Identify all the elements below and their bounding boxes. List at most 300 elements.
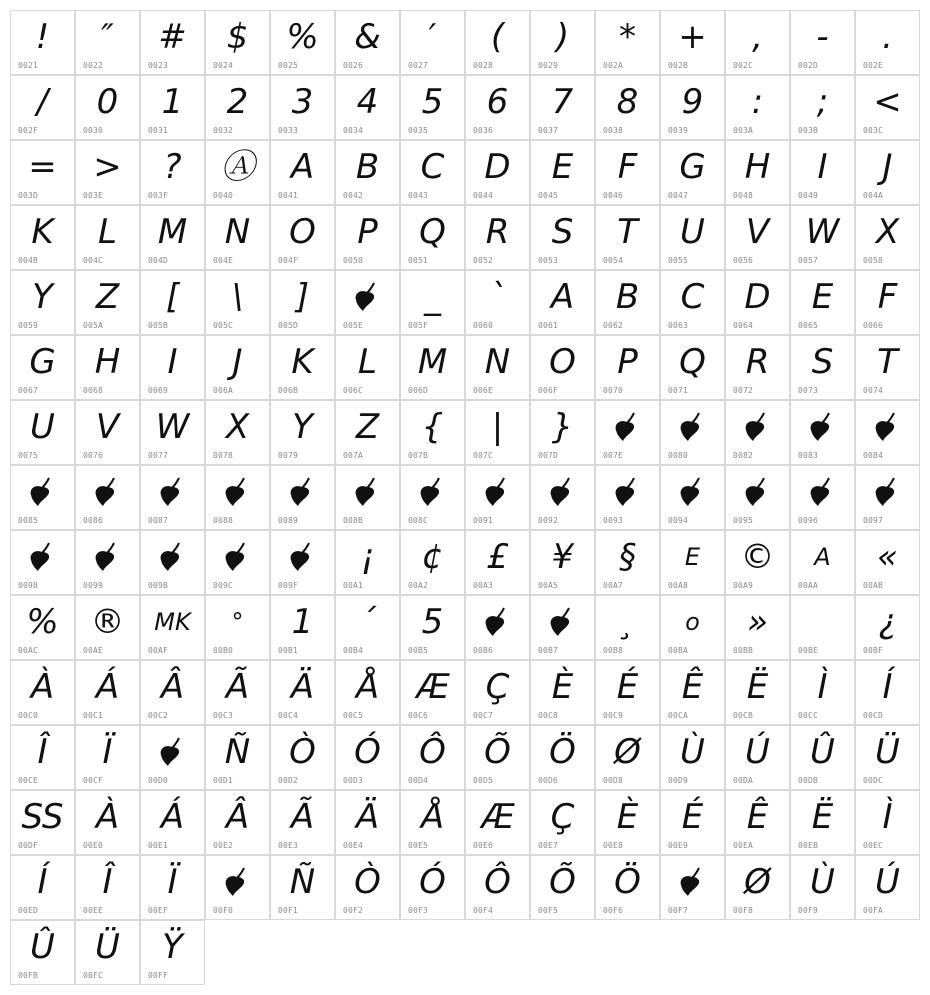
glyph-cell[interactable] — [530, 855, 595, 920]
glyph-cell[interactable] — [400, 75, 465, 140]
glyph-cell[interactable] — [465, 465, 530, 530]
glyph-cell[interactable] — [75, 205, 140, 270]
glyph-cell[interactable] — [335, 725, 400, 790]
glyph-cell[interactable] — [270, 270, 335, 335]
glyph-cell[interactable] — [660, 725, 725, 790]
glyph-cell[interactable] — [595, 140, 660, 205]
glyph-cell[interactable] — [790, 790, 855, 855]
glyph-char: Ñ — [289, 862, 316, 902]
glyph-cell[interactable] — [790, 140, 855, 205]
glyph-cell[interactable] — [10, 725, 75, 790]
glyph-cell[interactable] — [530, 75, 595, 140]
glyph-code: 00E7 — [538, 841, 559, 850]
glyph-code: 0060 — [473, 321, 494, 330]
glyph-cell[interactable] — [725, 400, 790, 465]
glyph-char: ` — [489, 277, 506, 317]
glyph-cell[interactable] — [465, 855, 530, 920]
glyph-cell[interactable] — [465, 660, 530, 725]
glyph-cell[interactable] — [140, 855, 205, 920]
glyph-char: 5 — [421, 602, 444, 642]
glyph-cell[interactable] — [725, 530, 790, 595]
glyph-cell[interactable] — [400, 725, 465, 790]
glyph-cell[interactable] — [205, 10, 270, 75]
glyph-char: Á — [160, 797, 185, 837]
glyph-cell[interactable] — [790, 205, 855, 270]
glyph-cell[interactable] — [530, 725, 595, 790]
glyph-cell[interactable] — [10, 855, 75, 920]
glyph-cell[interactable] — [855, 205, 920, 270]
glyph-char: £ — [486, 537, 509, 577]
glyph-char: V — [745, 212, 770, 252]
glyph-char: . — [882, 17, 893, 57]
glyph-cell[interactable] — [400, 530, 465, 595]
glyph-cell[interactable] — [790, 335, 855, 400]
glyph-cell[interactable] — [140, 140, 205, 205]
glyph-char: M — [417, 342, 448, 382]
glyph-cell[interactable] — [205, 530, 270, 595]
glyph-cell[interactable] — [205, 465, 270, 530]
glyph-code: 00E4 — [343, 841, 364, 850]
glyph-cell[interactable] — [205, 205, 270, 270]
glyph-cell[interactable] — [855, 400, 920, 465]
glyph-cell[interactable] — [790, 595, 855, 660]
glyph-cell[interactable] — [270, 530, 335, 595]
glyph-char: Ò — [354, 862, 381, 902]
glyph-char: Z — [95, 277, 120, 317]
glyph-cell[interactable] — [335, 140, 400, 205]
glyph-cell[interactable] — [725, 205, 790, 270]
glyph-char: Í — [37, 862, 48, 902]
glyph-cell[interactable] — [660, 595, 725, 660]
glyph-cell[interactable] — [465, 530, 530, 595]
leaf-ornament-icon — [350, 474, 384, 508]
glyph-cell[interactable] — [140, 660, 205, 725]
glyph-code: 006C — [343, 386, 364, 395]
glyph-cell[interactable] — [205, 725, 270, 790]
glyph-cell[interactable] — [660, 660, 725, 725]
glyph-cell[interactable] — [270, 10, 335, 75]
glyph-code: 007C — [473, 451, 494, 460]
glyph-cell[interactable] — [75, 75, 140, 140]
glyph-cell[interactable] — [660, 400, 725, 465]
glyph-cell[interactable] — [270, 400, 335, 465]
glyph-cell[interactable] — [530, 660, 595, 725]
glyph-char: J — [232, 342, 243, 382]
glyph-cell[interactable] — [400, 595, 465, 660]
glyph-char: X — [875, 212, 900, 252]
glyph-cell[interactable] — [205, 790, 270, 855]
glyph-cell[interactable] — [530, 530, 595, 595]
glyph-cell[interactable] — [205, 335, 270, 400]
glyph-cell[interactable] — [10, 10, 75, 75]
glyph-cell[interactable] — [10, 205, 75, 270]
leaf-ornament-icon — [870, 409, 904, 443]
glyph-cell[interactable] — [530, 595, 595, 660]
glyph-code: 004C — [83, 256, 104, 265]
glyph-cell[interactable] — [75, 335, 140, 400]
leaf-ornament-icon — [155, 474, 189, 508]
glyph-code: 0047 — [668, 191, 689, 200]
glyph-cell[interactable] — [465, 595, 530, 660]
glyph-cell[interactable] — [595, 595, 660, 660]
glyph-char: SS — [21, 797, 64, 837]
glyph-cell[interactable] — [205, 400, 270, 465]
glyph-code: 00DA — [733, 776, 754, 785]
glyph-char: & — [354, 17, 381, 57]
glyph-cell[interactable] — [10, 790, 75, 855]
glyph-cell[interactable] — [465, 140, 530, 205]
glyph-cell[interactable] — [270, 790, 335, 855]
leaf-ornament-icon — [350, 279, 384, 313]
glyph-cell[interactable] — [465, 75, 530, 140]
glyph-code: 00CD — [863, 711, 884, 720]
glyph-cell[interactable] — [790, 530, 855, 595]
glyph-code: 00C1 — [83, 711, 104, 720]
glyph-code: 00CE — [18, 776, 39, 785]
leaf-ornament-icon — [675, 474, 709, 508]
glyph-cell[interactable] — [660, 205, 725, 270]
glyph-cell[interactable] — [530, 335, 595, 400]
glyph-cell[interactable] — [335, 660, 400, 725]
glyph-cell[interactable] — [790, 725, 855, 790]
glyph-cell[interactable] — [855, 75, 920, 140]
glyph-char: » — [747, 602, 768, 642]
glyph-code: 00BE — [798, 646, 819, 655]
glyph-cell[interactable] — [660, 270, 725, 335]
glyph-cell[interactable] — [725, 660, 790, 725]
glyph-char: Ä — [290, 667, 315, 707]
glyph-cell[interactable] — [140, 270, 205, 335]
glyph-cell[interactable] — [530, 790, 595, 855]
glyph-cell[interactable] — [75, 660, 140, 725]
glyph-cell[interactable] — [270, 855, 335, 920]
glyph-code: 009F — [278, 581, 299, 590]
leaf-ornament-icon — [25, 539, 59, 573]
glyph-cell[interactable] — [400, 205, 465, 270]
glyph-cell[interactable] — [855, 465, 920, 530]
glyph-cell[interactable] — [400, 400, 465, 465]
glyph-cell[interactable] — [660, 75, 725, 140]
glyph-cell[interactable] — [660, 790, 725, 855]
glyph-cell[interactable] — [855, 335, 920, 400]
glyph-cell[interactable] — [270, 75, 335, 140]
glyph-cell[interactable] — [140, 530, 205, 595]
leaf-ornament-icon — [610, 409, 644, 443]
glyph-cell[interactable] — [270, 660, 335, 725]
glyph-cell[interactable] — [335, 855, 400, 920]
glyph-cell[interactable] — [10, 400, 75, 465]
glyph-cell[interactable] — [725, 140, 790, 205]
leaf-ornament-icon — [415, 474, 449, 508]
glyph-code: 0039 — [668, 126, 689, 135]
glyph-cell[interactable] — [75, 530, 140, 595]
glyph-code: 0086 — [83, 516, 104, 525]
glyph-char: Ô — [484, 862, 511, 902]
glyph-cell[interactable] — [790, 855, 855, 920]
glyph-cell[interactable] — [10, 530, 75, 595]
glyph-cell[interactable] — [530, 465, 595, 530]
glyph-cell[interactable] — [205, 75, 270, 140]
glyph-cell[interactable] — [595, 790, 660, 855]
glyph-cell[interactable] — [595, 335, 660, 400]
glyph-char: Ø — [744, 862, 771, 902]
glyph-cell[interactable] — [140, 725, 205, 790]
glyph-code: 004A — [863, 191, 884, 200]
glyph-char: _ — [424, 277, 441, 317]
glyph-char: ® — [90, 602, 125, 642]
glyph-char: 9 — [681, 82, 704, 122]
glyph-code: 00BA — [668, 646, 689, 655]
glyph-cell[interactable] — [75, 270, 140, 335]
glyph-char: Æ — [480, 797, 515, 837]
glyph-cell[interactable] — [75, 725, 140, 790]
glyph-code: 0058 — [863, 256, 884, 265]
glyph-cell[interactable] — [140, 335, 205, 400]
glyph-cell[interactable] — [10, 75, 75, 140]
glyph-code: 007B — [408, 451, 429, 460]
glyph-cell[interactable] — [465, 725, 530, 790]
glyph-code: 0077 — [148, 451, 169, 460]
glyph-cell[interactable] — [530, 270, 595, 335]
glyph-cell[interactable] — [465, 790, 530, 855]
glyph-code: 0061 — [538, 321, 559, 330]
glyph-cell[interactable] — [400, 660, 465, 725]
glyph-cell[interactable] — [140, 75, 205, 140]
glyph-cell[interactable] — [400, 10, 465, 75]
leaf-ornament-icon — [805, 409, 839, 443]
glyph-char: ′ — [428, 17, 437, 57]
glyph-char: Õ — [549, 862, 576, 902]
glyph-char: Ü — [95, 927, 120, 967]
glyph-cell[interactable] — [855, 790, 920, 855]
glyph-char: Á — [95, 667, 120, 707]
glyph-char: C — [680, 277, 705, 317]
glyph-cell[interactable] — [75, 400, 140, 465]
glyph-cell[interactable] — [595, 530, 660, 595]
glyph-cell[interactable] — [660, 855, 725, 920]
glyph-code: 00FC — [83, 971, 104, 980]
glyph-cell[interactable] — [335, 530, 400, 595]
glyph-cell[interactable] — [270, 465, 335, 530]
glyph-char: ¸ — [619, 602, 636, 642]
glyph-code: 004D — [148, 256, 169, 265]
glyph-code: 0093 — [603, 516, 624, 525]
glyph-cell[interactable] — [270, 335, 335, 400]
glyph-cell[interactable] — [855, 660, 920, 725]
glyph-cell[interactable] — [725, 75, 790, 140]
glyph-cell[interactable] — [400, 140, 465, 205]
glyph-cell[interactable] — [335, 400, 400, 465]
glyph-cell[interactable] — [140, 595, 205, 660]
glyph-char: 2 — [226, 82, 249, 122]
glyph-code: 00C2 — [148, 711, 169, 720]
glyph-cell[interactable] — [660, 530, 725, 595]
glyph-cell[interactable] — [270, 140, 335, 205]
glyph-char: ? — [163, 147, 182, 187]
glyph-cell[interactable] — [465, 400, 530, 465]
glyph-char: Î — [102, 862, 113, 902]
glyph-cell[interactable] — [465, 270, 530, 335]
glyph-cell[interactable] — [205, 595, 270, 660]
glyph-cell[interactable] — [335, 465, 400, 530]
glyph-char: Ü — [875, 732, 900, 772]
glyph-code: 004E — [213, 256, 234, 265]
glyph-cell[interactable] — [10, 660, 75, 725]
glyph-cell[interactable] — [335, 205, 400, 270]
glyph-cell[interactable] — [725, 270, 790, 335]
glyph-cell[interactable] — [725, 595, 790, 660]
glyph-char: Ó — [419, 862, 446, 902]
glyph-cell[interactable] — [400, 790, 465, 855]
glyph-cell[interactable] — [10, 465, 75, 530]
glyph-cell[interactable] — [530, 10, 595, 75]
glyph-code: 0048 — [733, 191, 754, 200]
glyph-cell[interactable] — [465, 205, 530, 270]
glyph-cell[interactable] — [855, 10, 920, 75]
glyph-cell[interactable] — [595, 75, 660, 140]
glyph-char: 6 — [486, 82, 509, 122]
glyph-cell[interactable] — [270, 205, 335, 270]
glyph-cell[interactable] — [855, 595, 920, 660]
glyph-code: 006E — [473, 386, 494, 395]
glyph-cell[interactable] — [725, 10, 790, 75]
glyph-cell[interactable] — [335, 270, 400, 335]
glyph-cell[interactable] — [335, 790, 400, 855]
glyph-cell[interactable] — [855, 530, 920, 595]
glyph-code: 0024 — [213, 61, 234, 70]
glyph-cell[interactable] — [335, 335, 400, 400]
glyph-cell[interactable] — [75, 140, 140, 205]
glyph-cell[interactable] — [335, 10, 400, 75]
glyph-cell[interactable] — [400, 465, 465, 530]
glyph-cell[interactable] — [270, 725, 335, 790]
glyph-cell[interactable] — [725, 855, 790, 920]
glyph-code: 002D — [798, 61, 819, 70]
glyph-cell[interactable] — [855, 725, 920, 790]
glyph-cell[interactable] — [75, 595, 140, 660]
glyph-char: Ñ — [224, 732, 251, 772]
glyph-char: I — [817, 147, 828, 187]
glyph-cell[interactable] — [270, 595, 335, 660]
glyph-cell[interactable] — [205, 140, 270, 205]
glyph-cell[interactable] — [10, 335, 75, 400]
glyph-cell[interactable] — [660, 140, 725, 205]
glyph-cell[interactable] — [10, 270, 75, 335]
glyph-cell[interactable] — [595, 270, 660, 335]
glyph-cell[interactable] — [140, 465, 205, 530]
glyph-cell[interactable] — [725, 790, 790, 855]
glyph-cell[interactable] — [595, 400, 660, 465]
glyph-cell[interactable] — [75, 920, 140, 985]
glyph-cell[interactable] — [855, 140, 920, 205]
glyph-cell[interactable] — [595, 660, 660, 725]
glyph-char: { — [421, 407, 444, 447]
glyph-cell[interactable] — [790, 465, 855, 530]
glyph-code: 00CF — [83, 776, 104, 785]
glyph-cell[interactable] — [75, 855, 140, 920]
glyph-char: B — [615, 277, 640, 317]
glyph-code: 003A — [733, 126, 754, 135]
glyph-cell[interactable] — [140, 205, 205, 270]
glyph-cell[interactable] — [790, 660, 855, 725]
glyph-cell[interactable] — [725, 725, 790, 790]
glyph-cell[interactable] — [75, 10, 140, 75]
glyph-cell[interactable] — [465, 335, 530, 400]
glyph-cell[interactable] — [140, 790, 205, 855]
glyph-cell[interactable] — [595, 465, 660, 530]
glyph-cell[interactable] — [595, 10, 660, 75]
glyph-char: Ú — [745, 732, 770, 772]
leaf-ornament-icon — [155, 539, 189, 573]
glyph-cell[interactable] — [855, 855, 920, 920]
glyph-cell[interactable] — [790, 10, 855, 75]
glyph-cell[interactable] — [465, 10, 530, 75]
glyph-cell[interactable] — [660, 10, 725, 75]
glyph-char: À — [95, 797, 120, 837]
glyph-code: 00A3 — [473, 581, 494, 590]
glyph-cell[interactable] — [400, 855, 465, 920]
glyph-code: 004B — [18, 256, 39, 265]
glyph-code: 00E0 — [83, 841, 104, 850]
glyph-cell[interactable] — [75, 790, 140, 855]
glyph-char: Ï — [102, 732, 113, 772]
glyph-cell[interactable] — [140, 920, 205, 985]
glyph-cell[interactable] — [10, 595, 75, 660]
glyph-char: É — [681, 797, 704, 837]
glyph-cell[interactable] — [725, 335, 790, 400]
glyph-char: 3 — [291, 82, 314, 122]
glyph-cell[interactable] — [725, 465, 790, 530]
glyph-cell[interactable] — [855, 270, 920, 335]
glyph-char: O — [289, 212, 316, 252]
glyph-cell[interactable] — [660, 335, 725, 400]
glyph-cell[interactable] — [335, 595, 400, 660]
glyph-cell[interactable] — [205, 855, 270, 920]
glyph-char: 4 — [356, 82, 379, 122]
glyph-cell[interactable] — [530, 205, 595, 270]
glyph-cell[interactable] — [140, 10, 205, 75]
glyph-cell[interactable] — [140, 400, 205, 465]
glyph-cell[interactable] — [400, 270, 465, 335]
glyph-cell[interactable] — [530, 140, 595, 205]
glyph-cell[interactable] — [75, 465, 140, 530]
glyph-cell[interactable] — [10, 140, 75, 205]
glyph-code: 0079 — [278, 451, 299, 460]
glyph-cell[interactable] — [335, 75, 400, 140]
glyph-code: 00C9 — [603, 711, 624, 720]
glyph-char: 8 — [616, 82, 639, 122]
glyph-cell[interactable] — [790, 400, 855, 465]
glyph-cell[interactable] — [595, 205, 660, 270]
glyph-cell[interactable] — [790, 75, 855, 140]
glyph-code: 0099 — [83, 581, 104, 590]
glyph-code: 00C5 — [343, 711, 364, 720]
glyph-char: B — [355, 147, 380, 187]
glyph-char: Å — [355, 667, 380, 707]
glyph-cell[interactable] — [660, 465, 725, 530]
glyph-cell[interactable] — [530, 400, 595, 465]
glyph-cell[interactable] — [10, 920, 75, 985]
glyph-code: 00CC — [798, 711, 819, 720]
glyph-code: 00E1 — [148, 841, 169, 850]
glyph-cell[interactable] — [205, 660, 270, 725]
glyph-cell[interactable] — [400, 335, 465, 400]
glyph-cell[interactable] — [790, 270, 855, 335]
glyph-cell[interactable] — [595, 725, 660, 790]
glyph-code: 006A — [213, 386, 234, 395]
glyph-cell[interactable] — [205, 270, 270, 335]
glyph-cell[interactable] — [595, 855, 660, 920]
